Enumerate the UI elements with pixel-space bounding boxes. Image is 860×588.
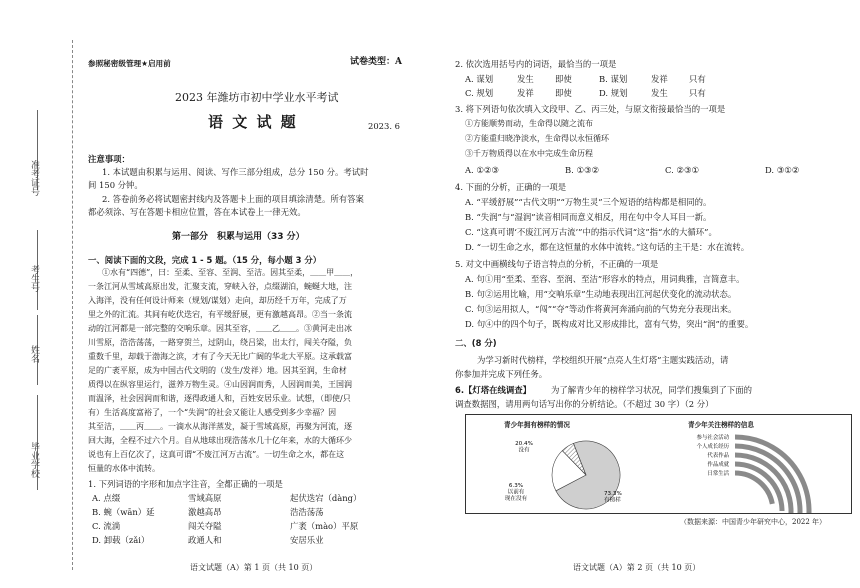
passage-line: 川雪原，浩浩荡荡，一路穿贺兰，过阴山，绕吕梁，出太行，闯关夺隘，负 <box>88 338 352 347</box>
q5-option: C. 句③运用拟人，“闯”“夺”等动作将黄河奔涌向前的气势充分表现出来。 <box>465 304 737 314</box>
pie-category-label: 有榜样 <box>604 497 621 504</box>
q2-opt: 发祥 <box>651 74 668 84</box>
q4-option: D. “一切生命之水，都在这恒量的水体中流转。”这句话的主干是：水在流转。 <box>465 242 750 252</box>
pie-category-label: 没有 <box>518 447 530 454</box>
q3-option: C. ②③① <box>665 165 699 175</box>
q3-option: A. ①②③ <box>465 165 499 175</box>
q2-opt: 发祥 <box>517 88 534 98</box>
option-a-col1: A. 点缀 <box>92 493 121 503</box>
q2-opt: 发生 <box>517 74 534 84</box>
q3-item: ③千万物质得以在水中完成生命历程 <box>465 149 593 158</box>
q2-opt: 即使 <box>555 74 572 84</box>
option-b-col1: B. 蜿（wān）延 <box>92 507 155 517</box>
subject-title: 语 文 试 题 <box>208 113 298 131</box>
option-d-col2: 政通人和 <box>188 535 222 545</box>
q5-option: B. 句②运用比喻，用“交响乐章”生动地表现出江河起伏变化的流动状态。 <box>465 289 737 299</box>
confidential-label: 参照秘密级管理★启用前 <box>88 59 171 68</box>
passage-line: 质得以在纵容里运行，滋养万物生灵。④山因润而秀，人因润而美，王国润 <box>88 380 352 389</box>
option-d-col1: D. 卸载（zǎi） <box>92 535 150 545</box>
passage-line: 里之外的汇流。其间有屹伏迭宕，有平缓舒展，更有激越高昂。②当一条流 <box>88 310 352 319</box>
option-b-col2: 激越高昂 <box>188 507 222 517</box>
q2-opt: A. 谋划 <box>465 74 494 84</box>
radial-category-label: 代表作品 <box>707 453 729 459</box>
q2-opt: D. 规划 <box>599 88 628 98</box>
q1-stem: 1. 下列词语的字形和加点字注音，全都正确的一项是 <box>88 479 283 489</box>
pie-value-label: 20.4% <box>515 441 533 447</box>
passage-line: 重数千里，却载于渤海之滨，才有了今天无比广阔的华北大平原。这承载富 <box>88 352 352 361</box>
notice-heading: 注意事项： <box>88 154 130 164</box>
section2-intro: 为学习新时代榜样，学校组织开展“点亮人生灯塔”主题实践活动，请 <box>477 355 729 365</box>
exam-title: 2023 年潍坊市初中学业水平考试 <box>175 91 339 104</box>
q6-label: 6.【灯塔在线调查】 <box>455 385 532 395</box>
notice-line: 1. 本试题由积累与运用、阅读、写作三部分组成，总分 150 分。考试时 <box>102 167 369 177</box>
notice-line: 都必须涂、写在答题卡相应位置，答在本试卷上一律无效。 <box>88 207 306 217</box>
q6-text: 调查数据图，请用两句话写出你的分析结论。（不超过 30 字）（2 分） <box>455 399 714 409</box>
pie-chart <box>466 429 646 513</box>
passage-line: 足的广袤平原，成为中国古代文明的（发生/发祥）地。因其至润，生命材 <box>88 366 347 375</box>
radial-category-label: 参与社会活动 <box>696 435 729 441</box>
q1-section-heading: 一、阅读下面的文段，完成 1 - 5 题。（15 分，每小题 3 分） <box>88 255 322 265</box>
passage-line: 而温泽，社会因润而和谐，逐得政通人和，百姓安居乐业。试想，（即使/只 <box>88 394 351 403</box>
paper-type: 试卷类型：A <box>350 57 402 67</box>
radial-category-label: 个人成长经历 <box>696 444 729 450</box>
q2-opt: B. 谋划 <box>599 74 628 84</box>
option-c-col1: C. 流淌 <box>92 521 121 531</box>
notice-line: 间 150 分钟。 <box>88 180 143 190</box>
radial-category-label: 作品成就 <box>707 462 729 468</box>
chart-source: （数据来源：中国青少年研究中心，2022 年） <box>680 518 827 526</box>
pie-category-label: 现在没有 <box>504 496 528 502</box>
passage-line: 入海洋，没有任何设计师来（规划/谋划）走向，却历经千万年，完成了万 <box>88 296 347 305</box>
q2-opt: C. 规划 <box>465 88 494 98</box>
q4-stem: 4. 下面的分析，正确的一项是 <box>455 182 567 192</box>
survey-chart-panel <box>465 414 852 514</box>
q2-stem: 2. 依次选用括号内的词语，最恰当的一项是 <box>455 59 617 69</box>
q4-option: B. “失润”与“湿润”读音相同而意义相反，用在句中令人耳目一新。 <box>465 212 712 222</box>
right-page <box>455 0 850 588</box>
passage-line: 恒量的水体中流转。 <box>88 464 160 473</box>
option-a-col2: 雪域高原 <box>188 493 222 503</box>
margin-label-name: 姓名 <box>29 345 39 363</box>
q3-option: B. ①③② <box>565 165 600 175</box>
pie-value-label: 73.3% <box>604 491 622 497</box>
option-c-col3: 广袤（mào）平原 <box>290 521 359 531</box>
q3-stem: 3. 将下列语句依次填入文段甲、乙、丙三处，与原文衔接最恰当的一项是 <box>455 104 726 114</box>
margin-label-student-id: 考生号 <box>29 265 39 292</box>
passage-line: 动的江河都是一部完整的交响乐章。因其至容，＿＿乙＿＿。③黄河走出冰 <box>88 324 352 333</box>
q2-opt: 只有 <box>689 88 706 98</box>
passage-line: 回大海，全程不过六个月。自从地球出现浩荡水几十亿年来，水的大循环少 <box>88 436 352 445</box>
radial-category-label: 日常生活 <box>707 471 729 477</box>
section2-intro: 你参加并完成下列任务。 <box>455 369 548 379</box>
q5-option: A. 句①用“至柔、至容、至润、至洁”形容水的特点，用词典雅，言简意丰。 <box>465 274 745 284</box>
option-b-col3: 浩浩荡荡 <box>290 507 324 517</box>
seal-line <box>72 40 73 570</box>
q4-option: C. “这真可谓‘不废江河万古流’”中的指示代词“这”指“水的大循环”。 <box>465 227 717 237</box>
section2-heading: 二、(8 分) <box>455 338 497 348</box>
q4-option: A. “平缓舒展”“古代文明”“万物生灵”三个短语的结构都是相同的。 <box>465 197 712 207</box>
pie-category-label: 以前有 <box>507 489 525 496</box>
q6-text: 为了解青少年的榜样学习状况，同学们搜集到了下面的 <box>551 385 752 395</box>
q2-opt: 即使 <box>555 88 572 98</box>
left-page <box>80 0 450 588</box>
q3-item: ②方能重归晓净淡水，生命得以永恒循环 <box>465 134 609 143</box>
radial-chart-title: 青少年关注榜样的信息 <box>688 421 754 429</box>
q3-option: D. ③①② <box>765 165 800 175</box>
q2-opt: 发生 <box>651 88 668 98</box>
page-footer: 语文试题（A）第 2 页（共 10 页） <box>573 563 701 572</box>
passage-line: 说也有上百亿次了，这真可谓“不废江河万古流”。一切生命之水，都在这 <box>88 450 345 459</box>
passage-line: 一条江河从雪域高原出发，汇聚支流，穿峡入谷，点缀湖泊，蜿蜒大地，注 <box>88 282 352 291</box>
option-d-col3: 安居乐业 <box>290 535 324 545</box>
margin-label-exam-id: 准考证号 <box>29 160 39 196</box>
q3-item: ①方能顺势而动，生命得以随之流布 <box>465 119 593 128</box>
q2-opt: 只有 <box>689 74 706 84</box>
radial-bar-chart <box>651 429 851 513</box>
page-footer: 语文试题（A）第 1 页（共 10 页） <box>190 563 318 572</box>
pie-chart-title: 青少年拥有榜样的情况 <box>504 421 570 429</box>
q5-option: D. 句④中的四个句子，既构成对比又形成排比，富有气势，突出“润”的重要。 <box>465 319 754 329</box>
option-a-col3: 起伏迭宕（dàng） <box>290 493 362 503</box>
passage-line: 有）生活高度富裕了，一个“失润”的社会又能让人感受到多少幸福？因 <box>88 408 337 417</box>
notice-line: 2. 答卷前务必将试题密封线内及答题卡上面的项目填涂清楚。所有答案 <box>102 194 364 204</box>
q5-stem: 5. 对文中画横线句子语言特点的分析，不正确的一项是 <box>455 259 659 269</box>
passage-line: ①水有“四德”，曰：至柔、至容、至润、至洁。因其至柔，＿＿甲＿＿， <box>102 268 359 277</box>
margin-label-school: 毕业学校 <box>29 442 39 478</box>
option-c-col2: 闯关夺隘 <box>188 521 222 531</box>
passage-line: 其至洁，＿＿丙＿＿。一滴水从海洋蒸发，凝于雪域高原，再聚为河流，逐 <box>88 422 352 431</box>
pie-value-label: 6.3% <box>508 483 524 489</box>
exam-date: 2023. 6 <box>368 121 400 131</box>
part1-heading: 第一部分 积累与运用（33 分） <box>172 232 305 242</box>
